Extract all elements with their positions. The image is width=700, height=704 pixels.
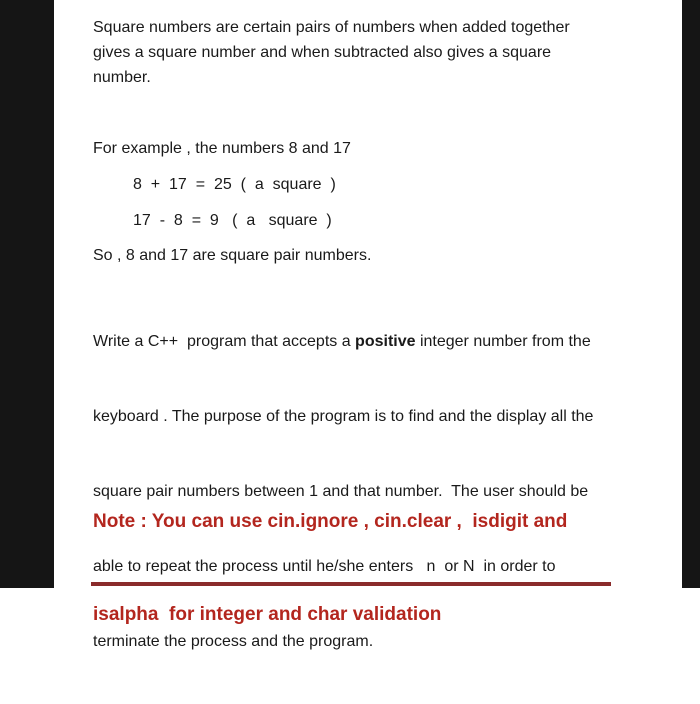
- equation-difference: 17 - 8 = 9 ( a square ): [133, 212, 332, 229]
- positive-keyword: positive: [355, 333, 416, 350]
- task-line: keyboard . The purpose of the program is to find and the display all the: [93, 408, 594, 425]
- task-line-start: Write a C++ program that accepts a: [93, 333, 356, 350]
- example-heading: For example , the numbers 8 and 17: [93, 140, 351, 157]
- note-line: isalpha for integer and char validation: [93, 604, 442, 625]
- equation-sum: 8 + 17 = 25 ( a square ): [133, 176, 336, 193]
- task-line: able to repeat the process until he/she enters n or N in order to: [93, 558, 556, 575]
- example-conclusion: So , 8 and 17 are square pair numbers.: [93, 247, 372, 264]
- footer-divider: [91, 582, 611, 586]
- note-line: Note : You can use cin.ignore , cin.clear , isdigit and: [93, 511, 568, 532]
- task-line: [93, 329, 593, 354]
- intro-paragraph: [93, 15, 570, 90]
- task-line: square pair numbers between 1 and that number. The user should be: [93, 483, 589, 500]
- intro-line: gives a square number and when subtracted also gives a square: [93, 44, 552, 61]
- intro-line: Square numbers are certain pairs of numbers when added together: [93, 19, 570, 36]
- note-block: [93, 444, 567, 692]
- right-dark-margin: [682, 0, 700, 588]
- left-dark-margin: [0, 0, 54, 588]
- intro-line: number.: [93, 69, 151, 86]
- task-line: terminate the process and the program.: [93, 633, 374, 650]
- task-line-end: integer number from the: [415, 333, 591, 350]
- document-page: [54, 0, 682, 650]
